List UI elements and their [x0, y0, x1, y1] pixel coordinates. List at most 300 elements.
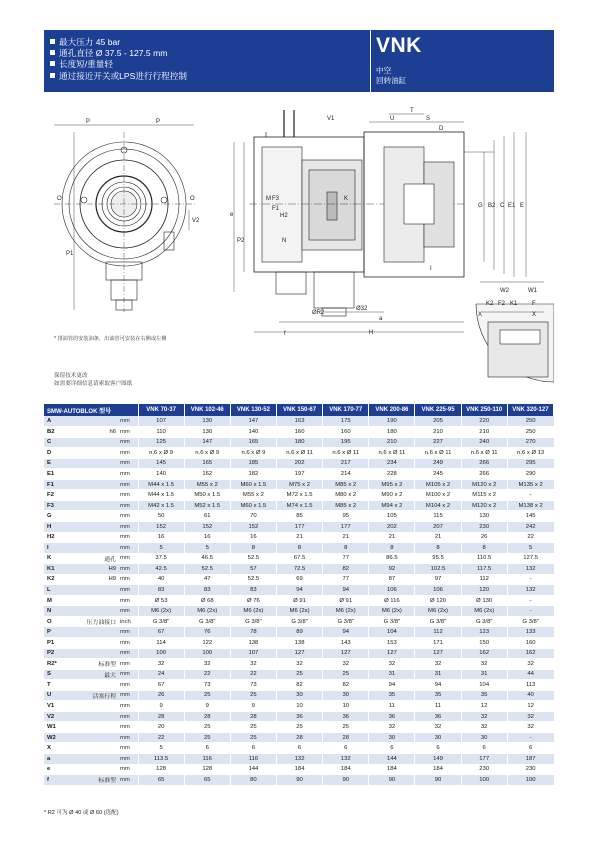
table-row — [44, 669, 554, 680]
row-unit: mm — [118, 500, 138, 511]
cell-value: 227 — [415, 437, 461, 448]
row-symbol: S — [44, 669, 66, 680]
cell-value: 210 — [369, 437, 415, 448]
row-unit: mm — [118, 479, 138, 490]
cell-value: M90 x 2 — [369, 490, 415, 501]
cell-value: 102.5 — [415, 564, 461, 575]
cell-value: 32 — [138, 659, 184, 670]
cell-value: 210 — [415, 427, 461, 438]
spec-table — [44, 404, 554, 786]
row-note: 最大 — [66, 669, 118, 680]
dim-label-phiR2: ØR2 — [312, 310, 325, 316]
cell-value: 100 — [507, 775, 553, 786]
cell-value: 152 — [138, 521, 184, 532]
row-symbol: F1 — [44, 479, 66, 490]
row-note — [66, 448, 118, 459]
column-header-variant: VNK 170-77 — [323, 404, 369, 416]
cell-value: G 3/8" — [415, 616, 461, 627]
cell-value: 61 — [184, 511, 230, 522]
row-symbol: F2 — [44, 490, 66, 501]
cell-value: 184 — [415, 764, 461, 775]
dim-label-H: H — [369, 330, 374, 336]
row-note — [66, 606, 118, 617]
row-symbol: O — [44, 616, 66, 627]
row-note: 标准型 — [66, 775, 118, 786]
dim-label-P: P — [156, 119, 161, 125]
dim-label-X: X — [532, 312, 537, 318]
cell-value: M80 x 2 — [323, 490, 369, 501]
cell-value: G 3/8" — [230, 616, 276, 627]
table-row — [44, 543, 554, 554]
cell-value: 32 — [230, 659, 276, 670]
subtitle-line: 回转油缸 — [376, 76, 407, 85]
row-symbol: R2* — [44, 659, 66, 670]
product-subtitle — [376, 66, 406, 86]
row-note — [66, 543, 118, 554]
cell-value: 175 — [323, 416, 369, 427]
cell-value: 113.5 — [138, 754, 184, 765]
row-symbol: B2 — [44, 427, 66, 438]
cell-value: 30 — [415, 732, 461, 743]
cell-value: 28 — [184, 711, 230, 722]
table-row — [44, 690, 554, 701]
dim-label-a: a — [379, 316, 383, 322]
row-symbol: a — [44, 754, 66, 765]
cell-value: 16 — [230, 532, 276, 543]
row-note — [66, 416, 118, 427]
row-note — [66, 722, 118, 733]
remark-line: 如需要详细信息请索取客户图纸 — [54, 381, 133, 387]
cell-value: 205 — [415, 416, 461, 427]
cell-value: 94 — [369, 680, 415, 691]
cell-value: 6 — [230, 743, 276, 754]
cell-value: M85 x 2 — [323, 479, 369, 490]
cell-value: 8 — [230, 543, 276, 554]
cell-value: M60 x 1.5 — [230, 479, 276, 490]
cell-value: M105 x 2 — [415, 479, 461, 490]
cell-value: 11 — [415, 701, 461, 712]
row-note — [66, 595, 118, 606]
cell-value: 163 — [276, 416, 322, 427]
cell-value: 36 — [369, 711, 415, 722]
table-row — [44, 448, 554, 459]
row-symbol: H2 — [44, 532, 66, 543]
cell-value: M74 x 1.5 — [276, 500, 322, 511]
row-unit: mm — [118, 469, 138, 480]
row-symbol: P1 — [44, 637, 66, 648]
subtitle-line: 中空 — [376, 66, 392, 75]
cell-value: 190 — [369, 416, 415, 427]
cell-value: M138 x 2 — [507, 500, 553, 511]
cell-value: 16 — [138, 532, 184, 543]
housing-section — [364, 114, 526, 277]
row-unit: mm — [118, 511, 138, 522]
cell-value: 32 — [276, 659, 322, 670]
row-unit: mm — [118, 722, 138, 733]
cell-value: Ø 120 — [415, 595, 461, 606]
column-header-variant: VNK 102-46 — [184, 404, 230, 416]
cell-value: 21 — [369, 532, 415, 543]
row-symbol: W1 — [44, 722, 66, 733]
cell-value: 21 — [276, 532, 322, 543]
cell-value: 150 — [461, 637, 507, 648]
cell-value: 31 — [369, 669, 415, 680]
cell-value: n.6 x Ø 9 — [138, 448, 184, 459]
row-note: H9 — [66, 574, 118, 585]
row-note — [66, 701, 118, 712]
cell-value: 105 — [369, 511, 415, 522]
cell-value: - — [507, 490, 553, 501]
cell-value: 82 — [276, 680, 322, 691]
row-symbol: C — [44, 437, 66, 448]
cell-value: 65 — [138, 775, 184, 786]
cell-value: 25 — [323, 722, 369, 733]
cell-value: n.6 x Ø 9 — [184, 448, 230, 459]
cell-value: M55 x 2 — [184, 479, 230, 490]
cell-value: 22 — [184, 669, 230, 680]
table-row — [44, 764, 554, 775]
column-header-variant: VNK 150-67 — [276, 404, 322, 416]
cell-value: 8 — [415, 543, 461, 554]
cell-value: 67 — [138, 680, 184, 691]
cell-value: 30 — [276, 690, 322, 701]
cell-value: 122 — [184, 637, 230, 648]
cell-value: 12 — [461, 701, 507, 712]
cell-value: 130 — [461, 511, 507, 522]
table-row — [44, 532, 554, 543]
cell-value: M120 x 2 — [461, 500, 507, 511]
cell-value: 220 — [461, 416, 507, 427]
cell-value: 73 — [184, 680, 230, 691]
cell-value: 73 — [230, 680, 276, 691]
cell-value: 138 — [276, 637, 322, 648]
cell-value: M94 x 2 — [369, 500, 415, 511]
cell-value: 32 — [369, 659, 415, 670]
cell-value: 162 — [507, 648, 553, 659]
header-banner — [44, 30, 554, 92]
dim-label-E1: E1 — [508, 203, 516, 209]
row-note: H9 — [66, 564, 118, 575]
cell-value: 30 — [461, 732, 507, 743]
row-unit: mm — [118, 416, 138, 427]
row-symbol: I — [44, 543, 66, 554]
cell-value: 104 — [461, 680, 507, 691]
table-row — [44, 606, 554, 617]
cell-value: 31 — [461, 669, 507, 680]
cell-value: n.6 x Ø 11 — [276, 448, 322, 459]
cell-value: M42 x 1.5 — [138, 500, 184, 511]
row-unit: mm — [118, 764, 138, 775]
cell-value: 207 — [415, 521, 461, 532]
cell-value: 162 — [461, 648, 507, 659]
dim-label-T: T — [410, 108, 414, 114]
cell-value: 8 — [323, 543, 369, 554]
row-note — [66, 532, 118, 543]
cell-value: 8 — [461, 543, 507, 554]
cell-value: 12 — [507, 701, 553, 712]
cell-value: n.6 x Ø 11 — [461, 448, 507, 459]
cell-value: 162 — [184, 469, 230, 480]
table-row — [44, 595, 554, 606]
row-symbol: N — [44, 606, 66, 617]
row-note — [66, 648, 118, 659]
row-symbol: A — [44, 416, 66, 427]
table-row — [44, 743, 554, 754]
row-symbol: e — [44, 764, 66, 775]
cell-value: 290 — [507, 469, 553, 480]
row-unit: mm — [118, 627, 138, 638]
cell-value: 160 — [507, 637, 553, 648]
row-symbol: U — [44, 690, 66, 701]
cell-value: 106 — [415, 585, 461, 596]
row-symbol: E1 — [44, 469, 66, 480]
cell-value: 130 — [184, 416, 230, 427]
cell-value: 28 — [138, 711, 184, 722]
cell-value: 28 — [230, 711, 276, 722]
cell-value: 22 — [138, 732, 184, 743]
table-row — [44, 521, 554, 532]
technical-drawing — [44, 92, 554, 404]
cell-value: 10 — [323, 701, 369, 712]
cell-value: 100 — [461, 775, 507, 786]
cell-value: - — [507, 595, 553, 606]
row-note — [66, 743, 118, 754]
table-row — [44, 479, 554, 490]
cell-value: 127.5 — [507, 553, 553, 564]
row-note — [66, 490, 118, 501]
cell-value: 132 — [276, 754, 322, 765]
row-unit: mm — [118, 701, 138, 712]
cell-value: 11 — [369, 701, 415, 712]
cell-value: 78 — [230, 627, 276, 638]
cell-value: 16 — [184, 532, 230, 543]
cell-value: M44 x 1.5 — [138, 479, 184, 490]
cell-value: 95.5 — [415, 553, 461, 564]
cell-value: 50 — [138, 511, 184, 522]
table-row — [44, 416, 554, 427]
cell-value: 228 — [369, 469, 415, 480]
column-header-variant: VNK 130-52 — [230, 404, 276, 416]
cell-value: 32 — [461, 659, 507, 670]
cell-value: 123 — [461, 627, 507, 638]
cell-value: M6 (2x) — [138, 606, 184, 617]
column-header-variant: VNK 200-86 — [369, 404, 415, 416]
cell-value: M6 (2x) — [276, 606, 322, 617]
cell-value: 6 — [323, 743, 369, 754]
cell-value: 132 — [507, 585, 553, 596]
dim-label-I: I — [430, 266, 432, 272]
cell-value: 83 — [138, 585, 184, 596]
cell-value: 110.5 — [461, 553, 507, 564]
cell-value: 128 — [184, 764, 230, 775]
row-symbol: X — [44, 743, 66, 754]
dim-label-C: C — [500, 203, 505, 209]
row-unit: mm — [118, 669, 138, 680]
table-row — [44, 490, 554, 501]
row-symbol: V2 — [44, 711, 66, 722]
cell-value: 100 — [138, 648, 184, 659]
row-unit: mm — [118, 754, 138, 765]
dim-label-S: S — [426, 116, 431, 122]
cell-value: 35 — [461, 690, 507, 701]
column-header-variant: VNK 225-95 — [415, 404, 461, 416]
cell-value: 25 — [184, 732, 230, 743]
cell-value: 94 — [323, 585, 369, 596]
cell-value: 127 — [369, 648, 415, 659]
cell-value: 94 — [276, 585, 322, 596]
row-note: 压力油接口 — [66, 616, 118, 627]
table-header-row — [44, 404, 554, 416]
cell-value: 40 — [138, 574, 184, 585]
dim-label-e: e — [230, 212, 234, 218]
row-symbol: E — [44, 458, 66, 469]
drawing-remark — [54, 372, 132, 388]
table-row — [44, 469, 554, 480]
cell-value: 132 — [507, 564, 553, 575]
row-note — [66, 479, 118, 490]
cell-value: 127 — [276, 648, 322, 659]
cell-value: 8 — [369, 543, 415, 554]
cell-value: 80 — [230, 775, 276, 786]
row-symbol: K — [44, 553, 66, 564]
dim-label-O: O — [57, 196, 62, 202]
row-symbol: D — [44, 448, 66, 459]
row-unit: mm — [118, 448, 138, 459]
cell-value: 5 — [184, 543, 230, 554]
cell-value: M100 x 2 — [415, 490, 461, 501]
cell-value: 25 — [230, 732, 276, 743]
cell-value: 184 — [276, 764, 322, 775]
cell-value: 152 — [230, 521, 276, 532]
cell-value: M6 (2x) — [369, 606, 415, 617]
row-note — [66, 637, 118, 648]
row-unit: mm — [118, 574, 138, 585]
cell-value: - — [507, 574, 553, 585]
cell-value: M6 (2x) — [323, 606, 369, 617]
cell-value: 57 — [230, 564, 276, 575]
row-note — [66, 732, 118, 743]
cell-value: 266 — [461, 469, 507, 480]
dim-label-P: P — [86, 119, 91, 125]
cell-value: Ø 53 — [138, 595, 184, 606]
cell-value: 52.5 — [184, 564, 230, 575]
cell-value: 42.5 — [138, 564, 184, 575]
dim-label-U: U — [390, 116, 395, 122]
cell-value: 147 — [184, 437, 230, 448]
cell-value: 6 — [461, 743, 507, 754]
row-unit: mm — [118, 648, 138, 659]
cell-value: 25 — [184, 722, 230, 733]
cell-value: 113 — [507, 680, 553, 691]
detail-x-view — [476, 282, 554, 382]
header-divider — [370, 30, 371, 92]
table-row — [44, 616, 554, 627]
row-note — [66, 754, 118, 765]
row-symbol: f — [44, 775, 66, 786]
cell-value: n.6 x Ø 11 — [323, 448, 369, 459]
table-row — [44, 680, 554, 691]
dim-label-K1: K1 — [510, 301, 518, 307]
cell-value: 153 — [369, 637, 415, 648]
cell-value: 97 — [415, 574, 461, 585]
cell-value: 6 — [507, 743, 553, 754]
table-row — [44, 511, 554, 522]
cell-value: 234 — [369, 458, 415, 469]
dim-label-phi32: Ø32 — [356, 306, 368, 312]
cell-value: G 3/8" — [276, 616, 322, 627]
row-symbol: L — [44, 585, 66, 596]
row-unit: mm — [118, 585, 138, 596]
dim-label-B2: B2 — [488, 203, 496, 209]
cell-value: 86.5 — [369, 553, 415, 564]
column-header-variant: VNK 250-110 — [461, 404, 507, 416]
cell-value: 184 — [323, 764, 369, 775]
cell-value: 46.5 — [184, 553, 230, 564]
row-note: 活塞行程 — [66, 690, 118, 701]
cell-value: 28 — [276, 732, 322, 743]
table-row — [44, 585, 554, 596]
cell-value: 266 — [461, 458, 507, 469]
cell-value: M72 x 1.5 — [276, 490, 322, 501]
row-unit: mm — [118, 532, 138, 543]
row-symbol: G — [44, 511, 66, 522]
cell-value: 94 — [323, 627, 369, 638]
dim-label-X: X — [478, 312, 483, 318]
dim-label-W1: W1 — [528, 288, 537, 294]
cell-value: 147 — [230, 416, 276, 427]
row-symbol: M — [44, 595, 66, 606]
cell-value: 67 — [138, 627, 184, 638]
cell-value: 9 — [138, 701, 184, 712]
cell-value: 44 — [507, 669, 553, 680]
cell-value: 144 — [230, 764, 276, 775]
cell-value: 133 — [507, 627, 553, 638]
dim-label-F3: F3 — [272, 196, 280, 202]
cell-value: 214 — [323, 469, 369, 480]
cell-value: 70 — [230, 511, 276, 522]
cell-value: 35 — [369, 690, 415, 701]
cell-value: 117.5 — [461, 564, 507, 575]
dim-label-W2: W2 — [500, 288, 509, 294]
cell-value: 107 — [230, 648, 276, 659]
cell-value: M60 x 1.5 — [230, 500, 276, 511]
dim-label-E: E — [520, 203, 525, 209]
row-unit: mm — [118, 595, 138, 606]
row-note — [66, 521, 118, 532]
cell-value: 30 — [323, 690, 369, 701]
row-unit: mm — [118, 690, 138, 701]
cell-value: 114 — [138, 637, 184, 648]
cell-value: 9 — [184, 701, 230, 712]
dim-label-V2: V2 — [192, 218, 200, 224]
cell-value: 112 — [415, 627, 461, 638]
table-row — [44, 732, 554, 743]
cell-value: 138 — [230, 637, 276, 648]
cell-value: 202 — [369, 521, 415, 532]
cell-value: 83 — [230, 585, 276, 596]
cell-value: 67.5 — [276, 553, 322, 564]
cell-value: 90 — [415, 775, 461, 786]
cell-value: 30 — [369, 732, 415, 743]
row-unit: mm — [118, 543, 138, 554]
cell-value: Ø 91 — [276, 595, 322, 606]
row-symbol: P — [44, 627, 66, 638]
row-unit: mm — [118, 437, 138, 448]
cell-value: 87 — [369, 574, 415, 585]
cell-value: 65 — [184, 775, 230, 786]
cell-value: 145 — [138, 458, 184, 469]
cell-value: 107 — [138, 416, 184, 427]
